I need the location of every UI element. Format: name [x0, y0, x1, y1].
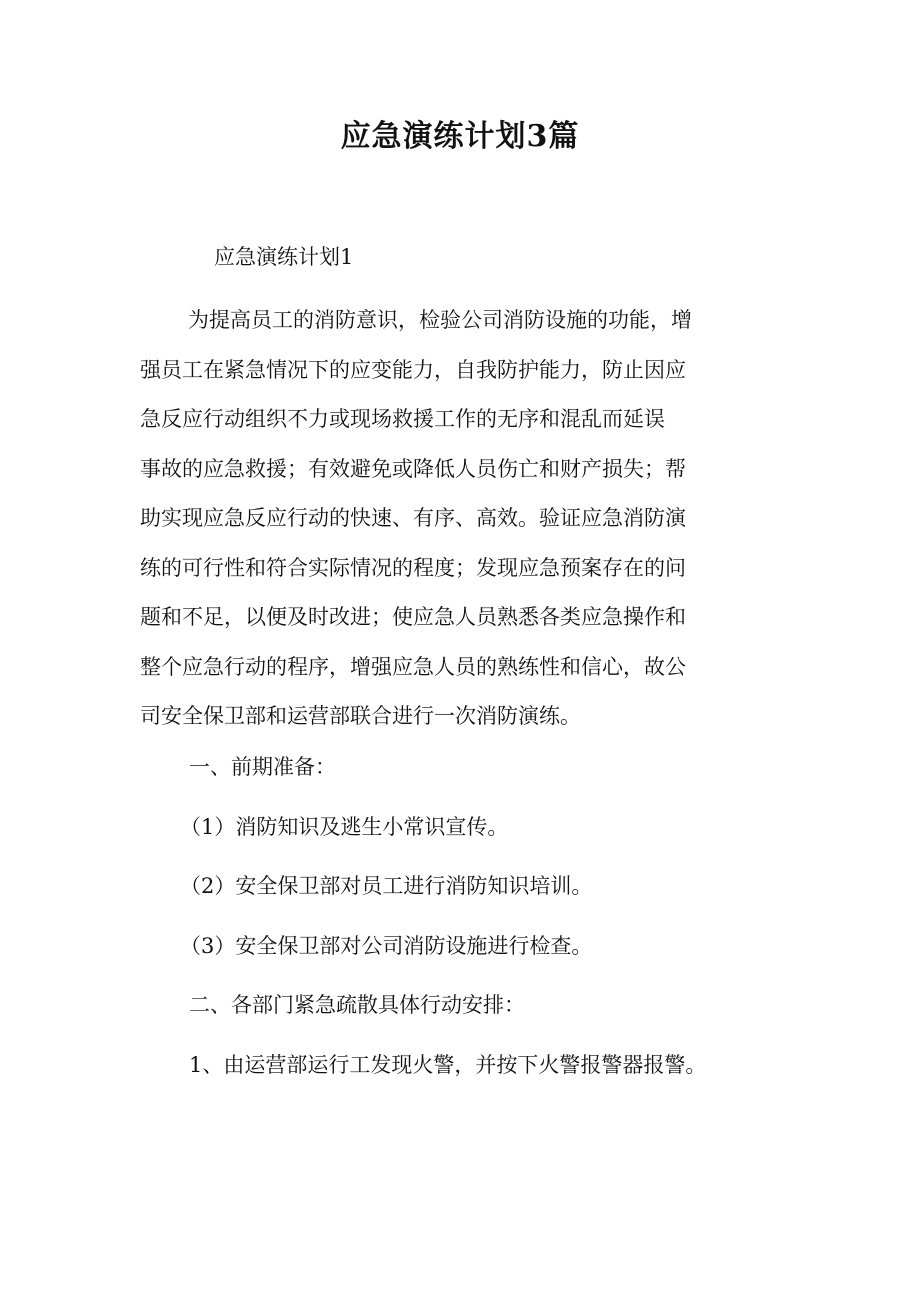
intro-line: 强员工在紧急情况下的应变能力，自我防护能力，防止因应 [140, 357, 686, 382]
intro-line: 练的可行性和符合实际情况的程度；发现应急预案存在的问 [140, 555, 686, 580]
intro-line: 整个应急行动的程序，增强应急人员的熟练性和信心，故公 [140, 654, 686, 679]
document-title: 应急演练计划3篇 [340, 119, 580, 154]
intro-line: 司安全保卫部和运营部联合进行一次消防演练。 [140, 704, 581, 728]
intro-line: 助实现应急反应行动的快速、有序、高效。验证应急消防演 [140, 506, 686, 530]
prep-item: （2）安全保卫部对员工进行消防知识培训。 [180, 874, 593, 898]
prep-item: （1）消防知识及逃生小常识宣传。 [180, 815, 509, 839]
step-item: 1、由运营部运行工发现火警，并按下火警报警器报警。 [189, 1053, 707, 1077]
intro-line: 急反应行动组织不力或现场救援工作的无序和混乱而延误 [140, 407, 665, 431]
section-title: 应急演练计划1 [214, 245, 354, 269]
intro-line: 为提高员工的消防意识，检验公司消防设施的功能，增 [188, 308, 692, 332]
intro-line: 事故的应急救援；有效避免或降低人员伤亡和财产损失；帮 [140, 456, 686, 481]
prep-item: （3）安全保卫部对公司消防设施进行检查。 [180, 934, 593, 958]
intro-line: 题和不足，以便及时改进；使应急人员熟悉各类应急操作和 [140, 605, 686, 629]
heading-evacuation: 二、各部门紧急疏散具体行动安排： [189, 993, 525, 1017]
heading-preparation: 一、前期准备： [189, 755, 336, 779]
intro-paragraph [140, 296, 790, 742]
